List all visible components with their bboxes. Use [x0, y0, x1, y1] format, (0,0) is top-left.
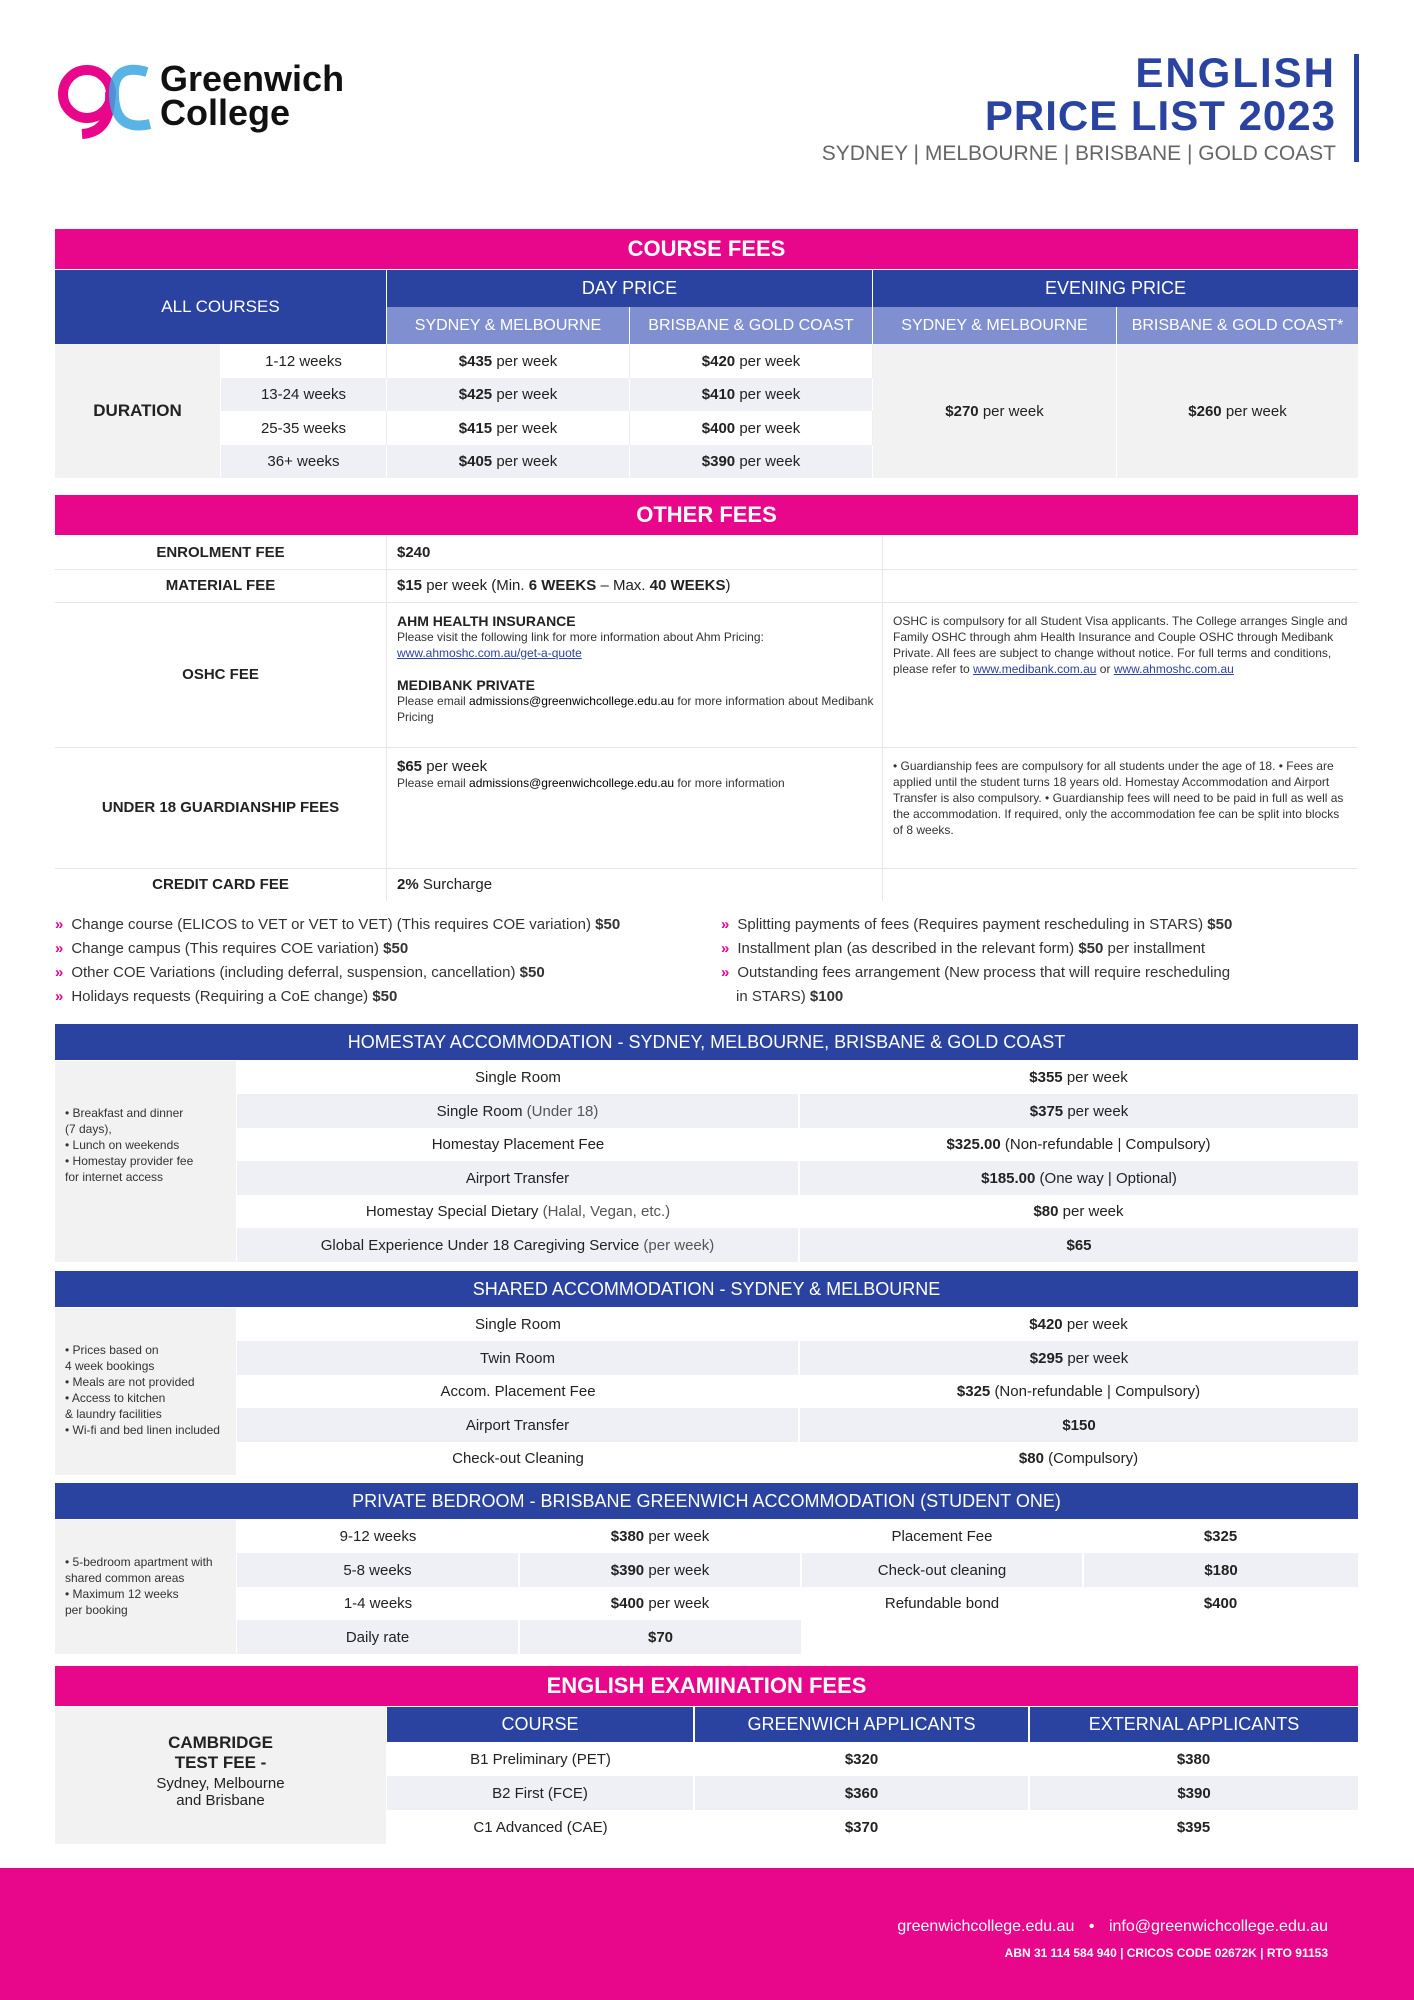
extras-left-list	[55, 913, 705, 1009]
list-item: » Installment plan (as described in the relevant form) $50 per installment	[721, 940, 1206, 957]
homestay-title: HOMESTAY ACCOMMODATION - SYDNEY, MELBOURNE, BRISBANE & GOLD COAST	[55, 1024, 1358, 1060]
email-link[interactable]: info@greenwichcollege.edu.au	[1108, 1918, 1328, 1935]
price-cell: $435 per week	[387, 344, 630, 378]
table-row: Airport Transfer	[237, 1408, 799, 1442]
exam-fees-title: ENGLISH EXAMINATION FEES	[55, 1666, 1358, 1706]
price-cell: $420 per week	[630, 344, 873, 378]
duration-row: 13-24 weeks	[221, 378, 387, 411]
shared-note: • Prices based on 4 week bookings • Meals are not provided • Access to kitchen & laundry facilities • Wi-fi and bed linen included	[55, 1308, 236, 1475]
duration-label: DURATION	[55, 344, 221, 478]
list-item: » Outstanding fees arrangement (New process that will require rescheduling	[721, 964, 1231, 981]
list-item: » Change course (ELICOS to VET or VET to VET) (This requires COE variation) $50	[55, 916, 621, 933]
list-item: » Change campus (This requires COE variation) $50	[55, 940, 409, 957]
other-fees-title: OTHER FEES	[55, 495, 1358, 535]
private-note: • 5-bedroom apartment with shared common areas • Maximum 12 weeks per booking	[55, 1520, 236, 1654]
private-table: 9-12 weeks $380 per week Placement Fee $325 5-8 weeks $390 per week Check-out cleaning $180 1-4 weeks $400 per week Refundable bond $400 Daily rate $70	[237, 1520, 1358, 1654]
table-row: Single Room	[475, 1069, 561, 1086]
footer-contact: greenwichcollege.edu.au • info@greenwichcollege.edu.au	[897, 1918, 1328, 1935]
private-title: PRIVATE BEDROOM - BRISBANE GREENWICH ACCOMMODATION (STUDENT ONE)	[55, 1483, 1358, 1519]
table-row: Single Room (Under 18)	[237, 1094, 799, 1128]
col-day-syd: SYDNEY & MELBOURNE	[387, 307, 630, 344]
oshc-note: OSHC is compulsory for all Student Visa applicants. The College arranges Single and Family OSHC through ahm Health Insurance and Couple OSHC through Medibank Private. All fees are subject to change without notice. For full terms and conditions, please refer to www.medibank.com.au or www.ahmoshc.com.au	[893, 613, 1348, 676]
enrolment-fee-value: $240	[387, 536, 883, 569]
table-row: Accom. Placement Fee	[440, 1383, 596, 1400]
guardianship-fee-label: UNDER 18 GUARDIANSHIP FEES	[55, 747, 387, 868]
brand-name-line1: Greenwich	[160, 58, 345, 99]
exam-col-course: COURSE	[387, 1707, 694, 1742]
website-link[interactable]: greenwichcollege.edu.au	[897, 1918, 1075, 1935]
page-title	[821, 49, 1336, 166]
guardianship-fee-details: $65 per week Please email admissions@greenwichcollege.edu.au for more information	[387, 747, 883, 868]
day-price-header: DAY PRICE	[387, 270, 873, 307]
brand-name-line2: College	[160, 92, 291, 133]
table-row: B1 Preliminary (PET)	[470, 1750, 611, 1768]
duration-row: 36+ weeks	[221, 445, 387, 478]
ahm-oshc-link[interactable]: www.ahmoshc.com.au	[1113, 661, 1234, 676]
table-row: Homestay Special Dietary (Halal, Vegan, etc.)	[365, 1203, 671, 1220]
oshc-fee-label: OSHC FEE	[55, 602, 387, 747]
price-cell: $410 per week	[630, 378, 873, 411]
footer	[0, 1868, 1414, 2000]
price-cell: $405 per week	[387, 445, 630, 478]
homestay-note: • Breakfast and dinner (7 days), • Lunch on weekends • Homestay provider fee for internet access	[55, 1061, 236, 1262]
exam-col-greenwich: GREENWICH APPLICANTS	[694, 1707, 1029, 1742]
price-cell: $415 per week	[387, 411, 630, 445]
guardianship-note: • Guardianship fees are compulsory for all students under the age of 18. • Fees are applied until the student turns 18 years old. Homestay Accommodation and Airport Transfer is also compulsory. • Guardianship fees will need to be paid in full as well as the accommodation. If required, only the accommodation fee can be split into blocks of 8 weeks.	[893, 758, 1344, 837]
col-day-bne: BRISBANE & GOLD COAST	[630, 307, 873, 344]
price-cell: $425 per week	[387, 378, 630, 411]
table-row: Single Room	[475, 1316, 561, 1333]
table-row: Twin Room	[237, 1341, 799, 1375]
locations: SYDNEY | MELBOURNE | BRISBANE | GOLD COAST	[821, 142, 1336, 165]
list-item: » Holidays requests (Requiring a CoE change) $50	[55, 988, 398, 1005]
material-fee-label: MATERIAL FEE	[55, 569, 387, 602]
footer-abn: ABN 31 114 584 940 | CRICOS CODE 02672K | RTO 91153	[1004, 1946, 1328, 1960]
shared-table: Single Room $420 per week Twin Room $295 per week Accom. Placement Fee $325 (Non-refundable | Compulsory) Airport Transfer $150 Check-out Cleaning $80 (Compulsory)	[237, 1308, 1358, 1475]
price-cell: $400 per week	[630, 411, 873, 445]
table-row: 1-4 weeks	[343, 1595, 413, 1612]
enrolment-fee-label: ENROLMENT FEE	[55, 536, 387, 569]
logo-mark-icon	[52, 52, 162, 142]
evening-price-bne: $260 per week	[1117, 344, 1359, 478]
credit-card-fee-value: 2% Surcharge	[387, 868, 883, 901]
table-row: 5-8 weeks	[237, 1553, 519, 1587]
duration-row: 1-12 weeks	[221, 344, 387, 378]
oshc-fee-details: AHM HEALTH INSURANCE Please visit the following link for more information about Ahm Pricing: www.ahmoshc.com.au/get-a-quote MEDIBANK PRIVATE Please email admissions@greenwichcollege.edu.au for more information about Medibank Pricing	[387, 602, 883, 747]
col-evening-syd: SYDNEY & MELBOURNE	[873, 307, 1117, 344]
title-line2: PRICE LIST 2023	[984, 92, 1336, 139]
material-fee-value: $15 per week (Min. 6 WEEKS – Max. 40 WEEKS)	[387, 569, 883, 602]
exam-label: CAMBRIDGE TEST FEE - Sydney, Melbourne and Brisbane	[55, 1707, 386, 1844]
title-line1: ENGLISH	[1135, 49, 1336, 96]
course-fees-table	[55, 270, 1358, 478]
evening-price-syd: $270 per week	[873, 344, 1117, 478]
list-item: in STARS) $100	[736, 988, 844, 1005]
homestay-table: Single Room $355 per week Single Room (Under 18) $375 per week Homestay Placement Fee $325.00 (Non-refundable | Compulsory) Airport Transfer $185.00 (One way | Optional) Homestay Special Dietary (Halal, Vegan, etc.) $80 per week Global Experience Under 18 Caregiving Service (per week) $65	[237, 1061, 1358, 1262]
table-row: Global Experience Under 18 Caregiving Service (per week)	[237, 1228, 799, 1262]
table-row: Homestay Placement Fee	[431, 1136, 605, 1153]
table-row: B2 First (FCE)	[387, 1776, 694, 1810]
col-evening-bne: BRISBANE & GOLD COAST*	[1117, 307, 1359, 344]
title-accent-bar	[1354, 54, 1359, 162]
table-row: Airport Transfer	[237, 1161, 799, 1195]
extras-right-list	[721, 913, 1361, 1009]
exam-col-external: EXTERNAL APPLICANTS	[1029, 1707, 1358, 1742]
list-item: » Other COE Variations (including deferral, suspension, cancellation) $50	[55, 964, 545, 981]
list-item: » Splitting payments of fees (Requires payment rescheduling in STARS) $50	[721, 916, 1233, 933]
other-fees-table	[55, 536, 1358, 901]
shared-title: SHARED ACCOMMODATION - SYDNEY & MELBOURNE	[55, 1271, 1358, 1307]
price-cell: $390 per week	[630, 445, 873, 478]
medibank-link[interactable]: www.medibank.com.au	[973, 661, 1097, 676]
table-row: Daily rate	[237, 1620, 519, 1654]
course-fees-title: COURSE FEES	[55, 229, 1358, 269]
evening-price-header: EVENING PRICE	[873, 270, 1359, 307]
credit-card-fee-label: CREDIT CARD FEE	[55, 868, 387, 901]
table-row: 9-12 weeks	[339, 1528, 417, 1545]
ahm-link[interactable]: www.ahmoshc.com.au/get-a-quote	[397, 645, 582, 660]
duration-row: 25-35 weeks	[221, 411, 387, 445]
all-courses-header: ALL COURSES	[55, 270, 387, 344]
table-row: C1 Advanced (CAE)	[473, 1818, 608, 1836]
exam-table: COURSE GREENWICH APPLICANTS EXTERNAL APPLICANTS B1 Preliminary (PET) $320 $380 B2 First (FCE) $360 $390 C1 Advanced (CAE) $370 $395	[387, 1707, 1358, 1844]
table-row: Check-out Cleaning	[452, 1450, 584, 1467]
logo	[52, 52, 372, 142]
